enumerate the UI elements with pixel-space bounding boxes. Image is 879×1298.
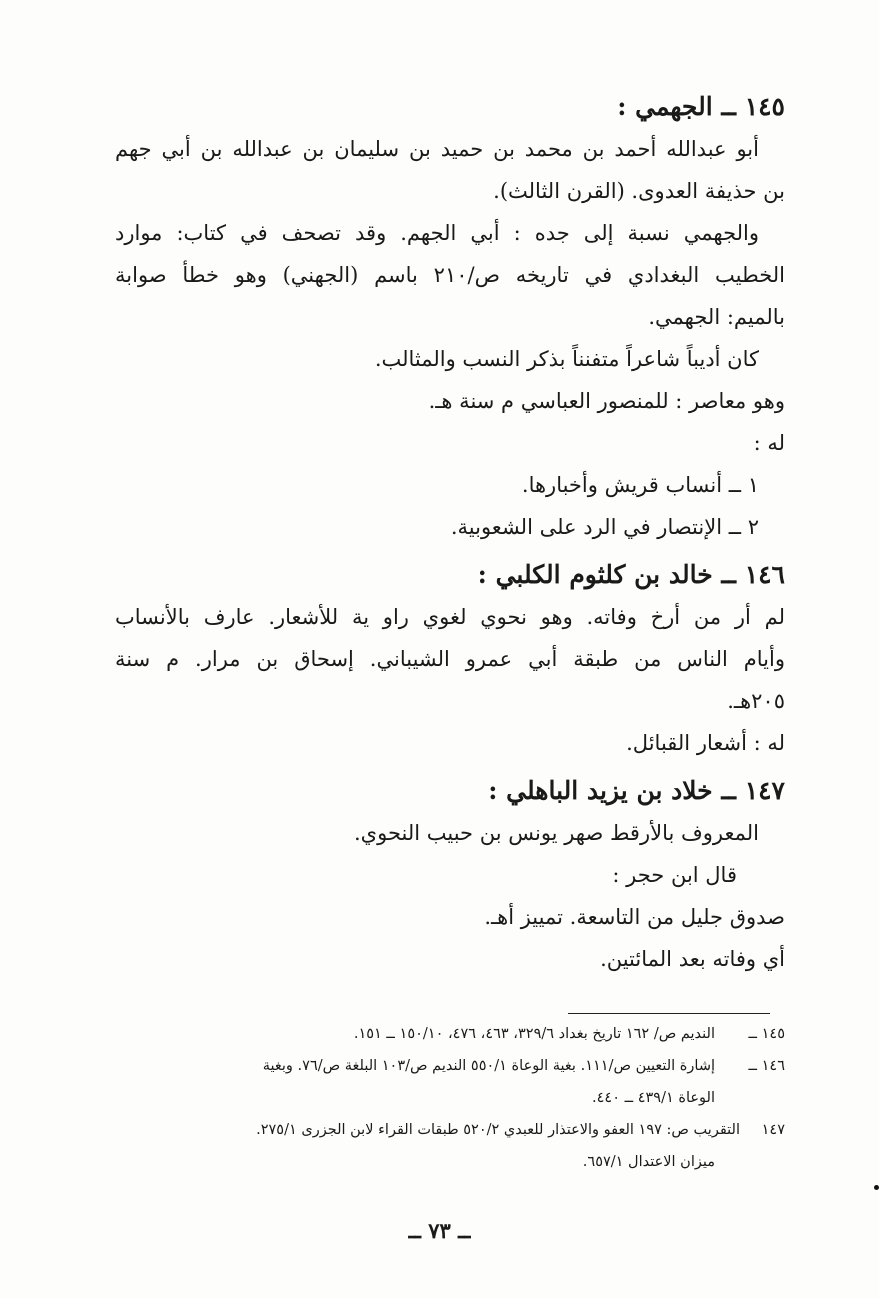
footnote-divider	[568, 1013, 770, 1014]
footnote-text: ميزان الاعتدال ٦٥٧/١.	[582, 1154, 715, 1170]
footnote-147	[110, 1114, 785, 1178]
text-line: بن حذيفة العدوى. (القرن الثالث).	[493, 179, 785, 203]
list-item: ١ ــ أنساب قريش وأخبارها.	[521, 473, 759, 497]
entry-heading: ١٤٧ ــ خلاد بن يزيد الباهلي :	[488, 776, 785, 805]
text-line: وهو معاصر : للمنصور العباسي م سنة هـ.	[428, 389, 785, 413]
footnote-text: التقريب ص: ١٩٧ العفو والاعتذار للعبدي ٥٢٠/٢ طبقات القراء لابن الجزرى ٢٧٥/١.	[256, 1122, 740, 1138]
list-item: ٢ ــ الإنتصار في الرد على الشعوبية.	[450, 515, 759, 539]
text-line: أبو عبدالله أحمد بن محمد بن حميد بن سليمان بن عبدالله بن أبي جهم	[115, 137, 759, 161]
text-line: لم أر من أرخ وفاته. وهو نحوي لغوي راو ية للأشعار. عارف بالأنساب	[115, 605, 785, 629]
footnote-text: إشارة التعيين ص/١١١. بغية الوعاة ٥٥٠/١ النديم ص/١٠٣ البلغة ص/٧٦. وبغية	[262, 1058, 715, 1074]
text-line: والجهمي نسبة إلى جده : أبي الجهم. وقد تصحف في كتاب: موارد	[115, 221, 759, 245]
entry-147	[115, 772, 785, 980]
entry-146	[115, 556, 785, 764]
text-line: له : أشعار القبائل.	[626, 731, 785, 755]
footnote-text: النديم ص/ ١٦٢ تاريخ بغداد ٣٢٩/٦، ٤٦٣، ٤٧٦، ١٥٠/١٠ ــ ١٥١.	[353, 1026, 715, 1042]
text-line: المعروف بالأرقط صهر يونس بن حبيب النحوي.	[354, 821, 759, 845]
entry-heading: ١٤٥ ــ الجهمي :	[617, 92, 785, 121]
text-line: وأيام الناس من طبقة أبي عمرو الشيباني. إسحاق بن مرار. م سنة	[115, 647, 785, 671]
text-line: بالميم: الجهمي.	[648, 305, 785, 329]
text-line: قال ابن حجر :	[612, 863, 737, 887]
footnote-number: ١٤٥ ــ	[748, 1026, 785, 1042]
footnote-146	[110, 1050, 785, 1114]
footnote-number: ١٤٧	[761, 1122, 785, 1138]
entry-145	[115, 88, 785, 548]
text-line: أي وفاته بعد المائتين.	[600, 947, 785, 971]
text-line: له :	[753, 431, 785, 455]
footnotes	[110, 1018, 785, 1178]
page-body	[115, 88, 785, 980]
text-line: الخطيب البغدادي في تاريخه ص/٢١٠ باسم (الجهني) وهو خطأ صوابة	[115, 263, 785, 287]
page-number: ــ ٧٣ ــ	[408, 1218, 471, 1243]
scan-speck	[874, 1185, 879, 1190]
footnote-number: ١٤٦ ــ	[748, 1058, 785, 1074]
footnote-145	[110, 1018, 785, 1050]
text-line: صدوق جليل من التاسعة. تمييز أهـ.	[484, 905, 785, 929]
text-line: كان أديباً شاعراً متفنناً بذكر النسب والمثالب.	[374, 347, 759, 371]
text-line: ٢٠٥هـ.	[727, 689, 785, 713]
entry-heading: ١٤٦ ــ خالد بن كلثوم الكلبي :	[477, 560, 785, 589]
footnote-text: الوعاة ٤٣٩/١ ــ ٤٤٠.	[592, 1090, 715, 1106]
